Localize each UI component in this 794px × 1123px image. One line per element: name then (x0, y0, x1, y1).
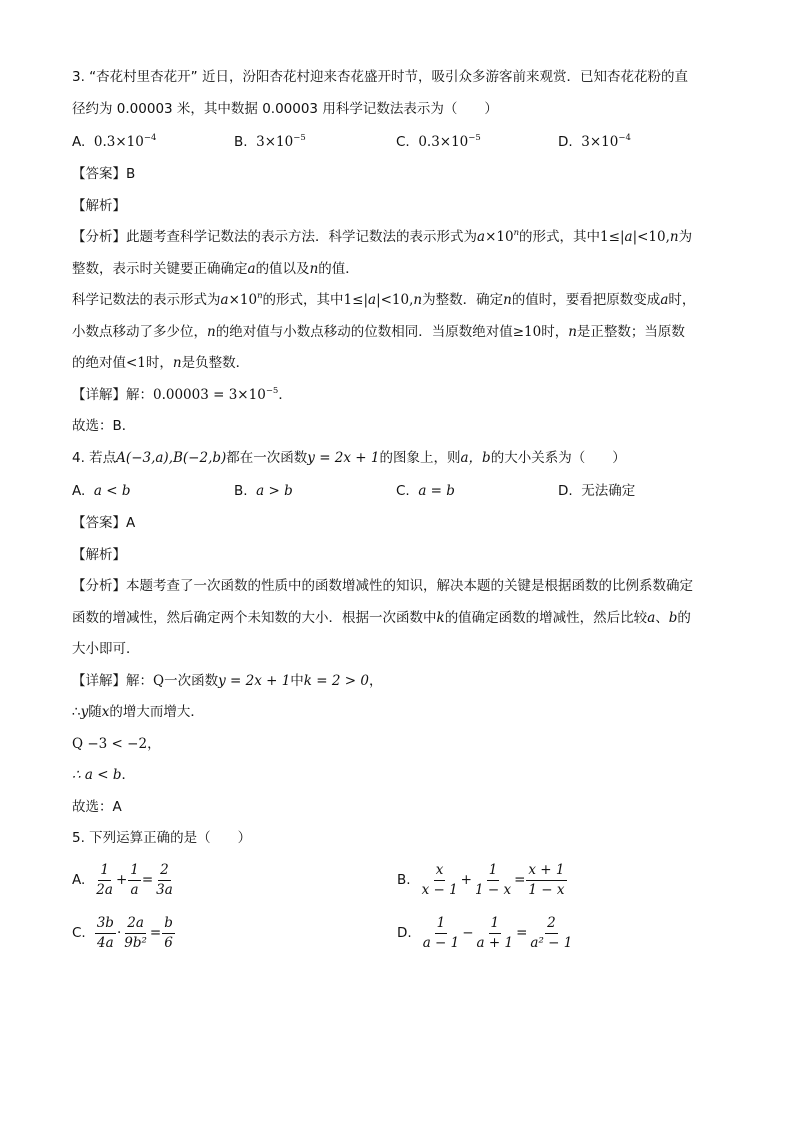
q4-analysis-line2: 函数的增减性，然后确定两个未知数的大小．根据一次函数中k的值确定函数的增减性，然后比较a、b的 (72, 609, 691, 626)
q4-analysis-line1: 【分析】本题考查了一次函数的性质中的函数增减性的知识，解决本题的关键是根据函数的比例系数确定 (72, 578, 693, 594)
q3-analysis-line1: 【分析】此题考查科学记数法的表示方法．科学记数法的表示形式为$a\times 10^n$的形式，其中1≤|a|<10,n为 (72, 228, 693, 245)
q5-option-a: A. $\frac{1}{2a}$ + $\frac{1}{a}$ = $\frac{2}{3a}$ (72, 861, 173, 898)
q4-jiexi-heading: 【解析】 (72, 546, 126, 563)
q3-option-c: C. $0.3\times 10^{-5}$ (396, 133, 481, 150)
q3-analysis-line4: 小数点移动了多少位，n的绝对值与小数点移动的位数相同．当原数绝对值≥10时，n是正整数；当原数 (72, 323, 685, 340)
q3-option-d: D. $3\times 10^{-4}$ (558, 133, 631, 150)
q3-analysis-line2: 整数，表示时关键要正确确定a的值以及n的值． (72, 260, 359, 277)
q4-analysis-line3: 大小即可． (72, 641, 140, 657)
q3-stem-line1: 3. “杏花村里杏花开” 近日，汾阳杏花村迎来杏花盛开时节，吸引众多游客前来观赏．已知杏花花粉的直 (72, 69, 688, 85)
q3-option-b: B. $3\times 10^{-5}$ (234, 133, 306, 150)
q3-analysis-line3: 科学记数法的表示形式为$a\times 10^n$的形式，其中1≤|a|<10,n为整数．确定n的值时，要看把原数变成a时， (72, 291, 696, 308)
q5-option-b: B. $\frac{x}{x - 1}$ + $\frac{1}{1 - x}$ = $\frac{x + 1}{1 - x}$ (397, 861, 565, 898)
q4-detailed-solution: 【详解】解：Q一次函数y = 2x + 1中k = 2 > 0， (72, 672, 383, 689)
q4-answer: 【答案】A (72, 515, 136, 531)
q5-options (72, 861, 732, 953)
q3-option-a: A. $0.3\times 10^{-4}$ (72, 133, 157, 150)
q3-options (72, 125, 732, 159)
q3-stem-line2: 径约为 0.00003 米，其中数据 0.00003 用科学记数法表示为（ ） (72, 100, 498, 117)
q3-choice: 故选：B． (72, 418, 136, 434)
q4-stem: 4. 若点A(−3,a),B(−2,b)都在一次函数y = 2x + 1的图象上，则a，b的大小关系为（ ） (72, 449, 626, 466)
q3-answer: 【答案】B (72, 166, 136, 182)
q4-options (72, 474, 732, 508)
q4-option-d: D. 无法确定 (558, 483, 636, 499)
q3-jiexi-heading: 【解析】 (72, 197, 126, 214)
q5-stem: 5. 下列运算正确的是（ ） (72, 830, 252, 846)
q4-step2: Q −3 < −2， (72, 735, 161, 752)
q5-option-d: D. $\frac{1}{a - 1}$ − $\frac{1}{a + 1}$ = $\frac{2}{\text{a² − 1}}$ (397, 914, 573, 951)
q4-option-b: B. a > b (234, 483, 293, 499)
q4-option-a: A. a < b (72, 483, 131, 499)
document-page (72, 62, 732, 953)
q4-step1: ∴y随x的增大而增大． (72, 704, 204, 720)
q3-analysis-line5: 的绝对值<1时，n是负整数． (72, 355, 250, 371)
q4-option-c: C. a = b (396, 483, 455, 499)
q4-step3: ∴ a < b． (72, 767, 135, 783)
q3-detailed-solution: 【详解】解：$0.00003 = 3\times 10^{-5}$． (72, 385, 292, 403)
q5-option-c: C. $\frac{3b}{4a}$ · $\frac{2a}{\text{9b²}}$ = $\frac{b}{6}$ (72, 914, 173, 951)
q4-choice: 故选：A (72, 798, 122, 815)
